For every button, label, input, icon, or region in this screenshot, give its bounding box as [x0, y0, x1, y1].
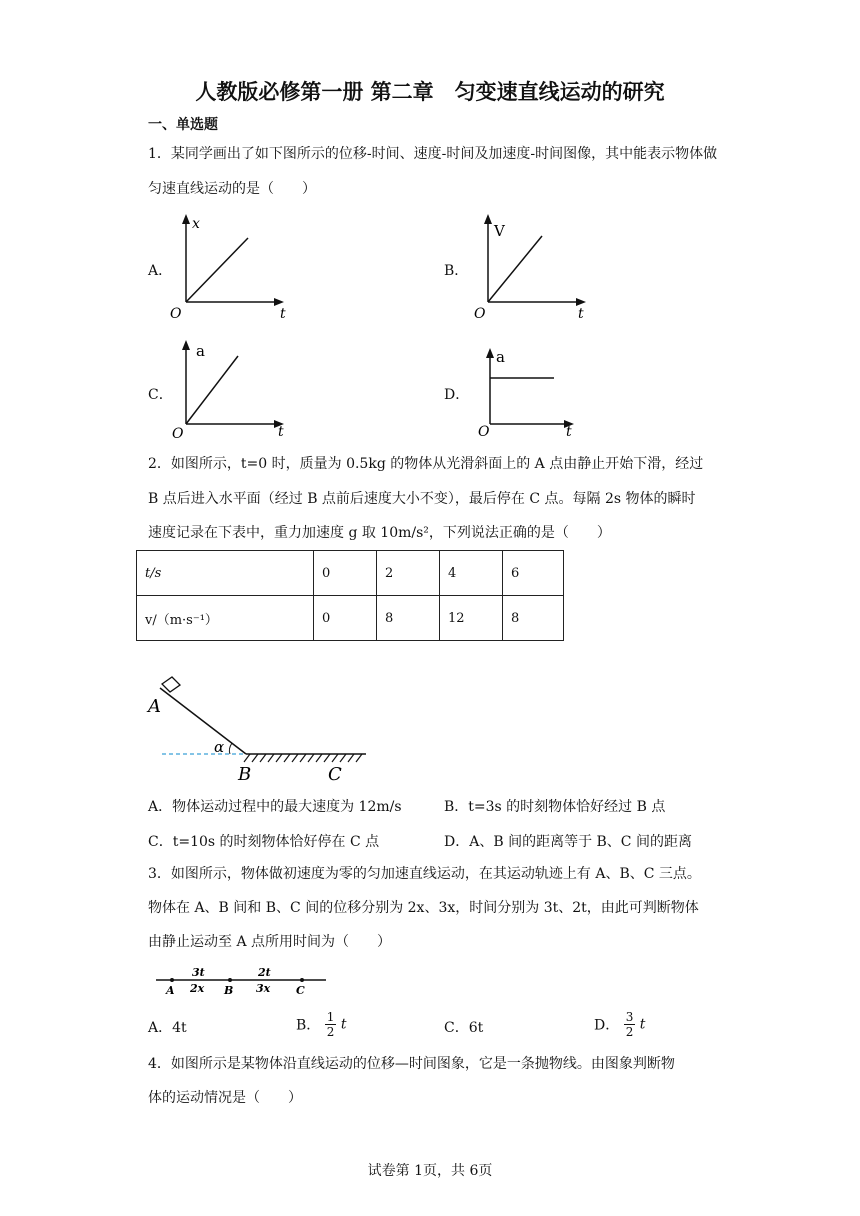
question-3-line-2: 物体在 A、B 间和 B、C 间的位移分别为 2x、3x，时间分别为 3t、2t，由此可判断物体: [148, 900, 699, 916]
q1-option-d-label: D．: [444, 387, 470, 403]
fraction: $\frac{3}{2}$: [625, 1010, 634, 1039]
track-figure: [150, 964, 340, 1004]
svg-text:O: O: [474, 306, 486, 320]
angle-label: α: [214, 738, 225, 756]
page-title: 人教版必修第一册 第二章 匀变速直线运动的研究: [195, 80, 665, 104]
svg-text:t: t: [578, 306, 584, 320]
point-c: [300, 978, 304, 982]
svg-text:B: B: [224, 984, 234, 997]
question-2-line-1: 2．如图所示，t=0 时，质量为 0.5kg 的物体从光滑斜面上的 A 点由静止开始下滑，经过: [148, 456, 704, 472]
question-4-line-1: 4．如图所示是某物体沿直线运动的位移—时间图象，它是一条抛物线。由图象判断物: [148, 1056, 675, 1072]
point-c-label: C: [328, 764, 342, 785]
graph-line: [186, 238, 248, 302]
origin-label: O: [170, 306, 182, 320]
table-cell: 4: [440, 551, 503, 596]
x-axis-label: t: [280, 306, 286, 320]
table-cell: t/s: [137, 551, 314, 596]
velocity-table: [136, 550, 564, 641]
question-2-line-2: B 点后进入水平面（经过 B 点前后速度大小不变），最后停在 C 点。每隔 2s 物体的瞬时: [148, 491, 696, 507]
svg-text:t: t: [566, 424, 572, 438]
question-3-line-3: 由静止运动至 A 点所用时间为（ ）: [148, 934, 392, 950]
table-row: [137, 596, 564, 641]
point-a: [170, 978, 174, 982]
svg-text:3x: 3x: [256, 982, 271, 995]
x-axis-arrow: [274, 298, 284, 306]
q1-graph-b: [462, 210, 602, 320]
q1-option-b-label: B．: [444, 263, 469, 279]
y-axis-arrow: [182, 214, 190, 224]
svg-text:O: O: [172, 426, 184, 442]
svg-text:2t: 2t: [258, 966, 271, 979]
svg-text:a: a: [196, 342, 205, 360]
incline-surface: [160, 688, 246, 754]
table-cell: 2: [377, 551, 440, 596]
q1-option-a-label: A．: [148, 263, 173, 279]
table-cell: 0: [314, 551, 377, 596]
svg-text:2x: 2x: [190, 982, 205, 995]
table-cell: 6: [503, 551, 564, 596]
block: [162, 677, 180, 692]
svg-text:3t: 3t: [192, 966, 205, 979]
page-footer: 试卷第 1页，共 6页: [367, 1163, 493, 1179]
table-cell: 8: [377, 596, 440, 641]
table-cell: 8: [503, 596, 564, 641]
point-b-label: B: [238, 764, 252, 785]
question-2-line-3: 速度记录在下表中，重力加速度 g 取 10m/s²，下列说法正确的是（ ）: [148, 525, 611, 541]
table-cell: 0: [314, 596, 377, 641]
svg-text:C: C: [296, 984, 305, 997]
svg-text:O: O: [478, 424, 490, 438]
q3-option-c: C．6t: [444, 1020, 484, 1036]
q2-option-a: A．物体运动过程中的最大速度为 12m/s: [148, 799, 402, 815]
q3-option-b: B． $\frac{1}{2}$ t: [296, 1010, 347, 1039]
table-cell: 12: [440, 596, 503, 641]
y-axis-label: x: [192, 216, 200, 232]
q1-graph-c: [160, 334, 300, 444]
q1-graph-d: [464, 338, 604, 438]
incline-figure: [140, 676, 380, 786]
q2-option-d: D．A、B 间的距离等于 B、C 间的距离: [444, 834, 692, 850]
question-3-line-1: 3．如图所示，物体做初速度为零的匀加速直线运动，在其运动轨迹上有 A、B、C 三点。: [148, 866, 701, 882]
svg-text:a: a: [496, 348, 505, 366]
y-axis-label: V: [494, 222, 505, 240]
svg-text:t: t: [278, 424, 284, 440]
table-cell: v/（m·s⁻¹）: [137, 596, 314, 641]
q2-option-b: B．t=3s 的时刻物体恰好经过 B 点: [444, 799, 666, 815]
q1-graph-a: [160, 210, 300, 320]
point-a-label: A: [148, 696, 161, 717]
q3-option-a: A．4t: [148, 1020, 187, 1036]
ground-hatching: [244, 754, 362, 762]
q1-option-c-label: C．: [148, 387, 173, 403]
svg-text:A: A: [166, 984, 175, 997]
q2-option-c: C．t=10s 的时刻物体恰好停在 C 点: [148, 834, 380, 850]
q3-option-d: D． $\frac{3}{2}$ t: [594, 1010, 646, 1039]
question-1-text: 1．某同学画出了如下图所示的位移-时间、速度-时间及加速度-时间图像，其中能表示物体做匀速直线运动的是（ ）: [148, 146, 718, 197]
fraction: $\frac{1}{2}$: [326, 1010, 335, 1039]
section-heading: 一、单选题: [148, 117, 218, 133]
point-b: [228, 978, 232, 982]
question-4-line-2: 体的运动情况是（ ）: [148, 1090, 302, 1106]
table-row: [137, 551, 564, 596]
